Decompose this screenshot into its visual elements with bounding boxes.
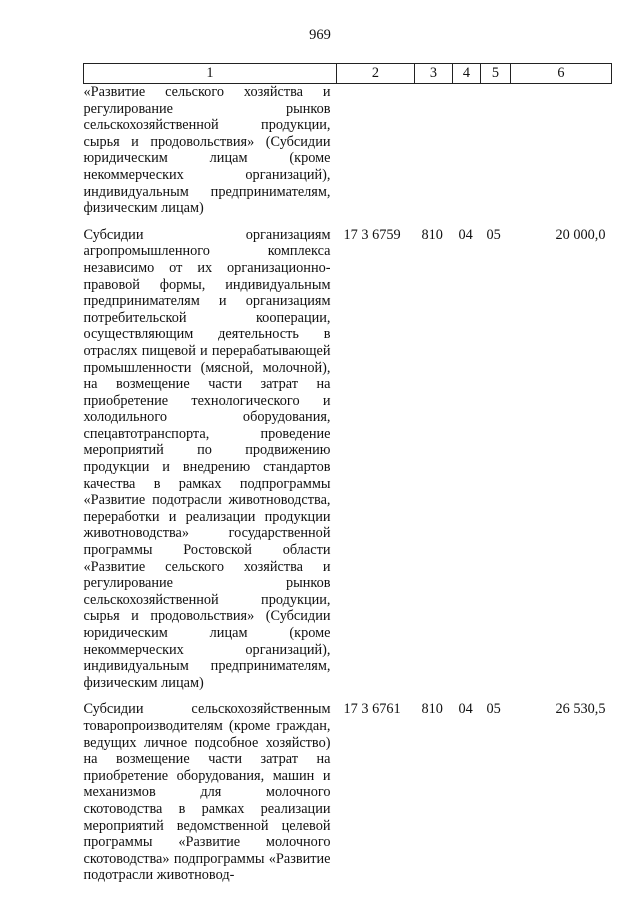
header-col-2: 2	[337, 64, 415, 84]
row-target-code: 17 3 6759	[343, 226, 401, 243]
table-row	[84, 84, 612, 217]
row-target-code: 17 3 6761	[343, 701, 401, 718]
row-expense-type: 810	[421, 701, 443, 718]
row-description: Субсидии сельскохозяйственным товаропроизводителям (кроме граждан, ведущих личное подсобное хозяйство) на возмещение части затрат на приобретение оборудования, машин и механизмов для молочного скотоводства в рамках реализации мероприятий ведомственной целевой программы «Развитие молочного скотоводства» подпрограммы «Развитие подотрасли животновод-	[83, 701, 331, 884]
budget-table	[83, 63, 612, 884]
row-target-code	[337, 84, 415, 217]
row-subsection: 05	[486, 226, 501, 243]
row-amount	[511, 84, 612, 217]
header-col-4: 4	[453, 64, 481, 84]
header-col-6: 6	[511, 64, 612, 84]
row-amount: 20 000,0	[555, 226, 606, 243]
page-number: 969	[309, 27, 331, 43]
row-subsection	[481, 84, 511, 217]
table-row	[84, 701, 612, 884]
row-section	[453, 84, 481, 217]
row-section: 04	[458, 226, 473, 243]
header-col-1: 1	[84, 64, 337, 84]
row-section: 04	[458, 701, 473, 718]
row-expense-type: 810	[421, 226, 443, 243]
row-amount: 26 530,5	[555, 701, 606, 718]
row-subsection: 05	[486, 701, 501, 718]
row-description: «Развитие сельского хозяйства и регулирование рынков сельскохозяйственной продукции, сырья и продовольствия» (Субсидии юридическим лицам (кроме некоммерческих организаций), индивидуальным предпринимателям, физическим лицам)	[83, 84, 331, 217]
header-col-5: 5	[481, 64, 511, 84]
table-row	[84, 227, 612, 692]
row-expense-type	[415, 84, 453, 217]
header-col-3: 3	[415, 64, 453, 84]
row-description: Субсидии организациям агропромышленного комплекса независимо от их организационно-правовой формы, индивидуальным предпринимателям и организациям потребительской кооперации, осуществляющим деятельность в отраслях пищевой и перерабатывающей промышленности (мясной, молочной), на возмещение части затрат на приобретение технологического и холодильного оборудования, спецавтотранспорта, проведение мероприятий по продвижению продукции и внедрению стандартов качества в рамках подпрограммы «Развитие подотрасли животноводства, переработки и реализации продукции животноводства» государственной программы Ростовской области «Развитие сельского хозяйства и регулирование рынков сельскохозяйственной продукции, сырья и продовольствия» (Субсидии юридическим лицам (кроме некоммерческих организаций), индивидуальным предпринимателям, физическим лицам)	[83, 226, 331, 691]
table-header-row	[84, 64, 612, 84]
